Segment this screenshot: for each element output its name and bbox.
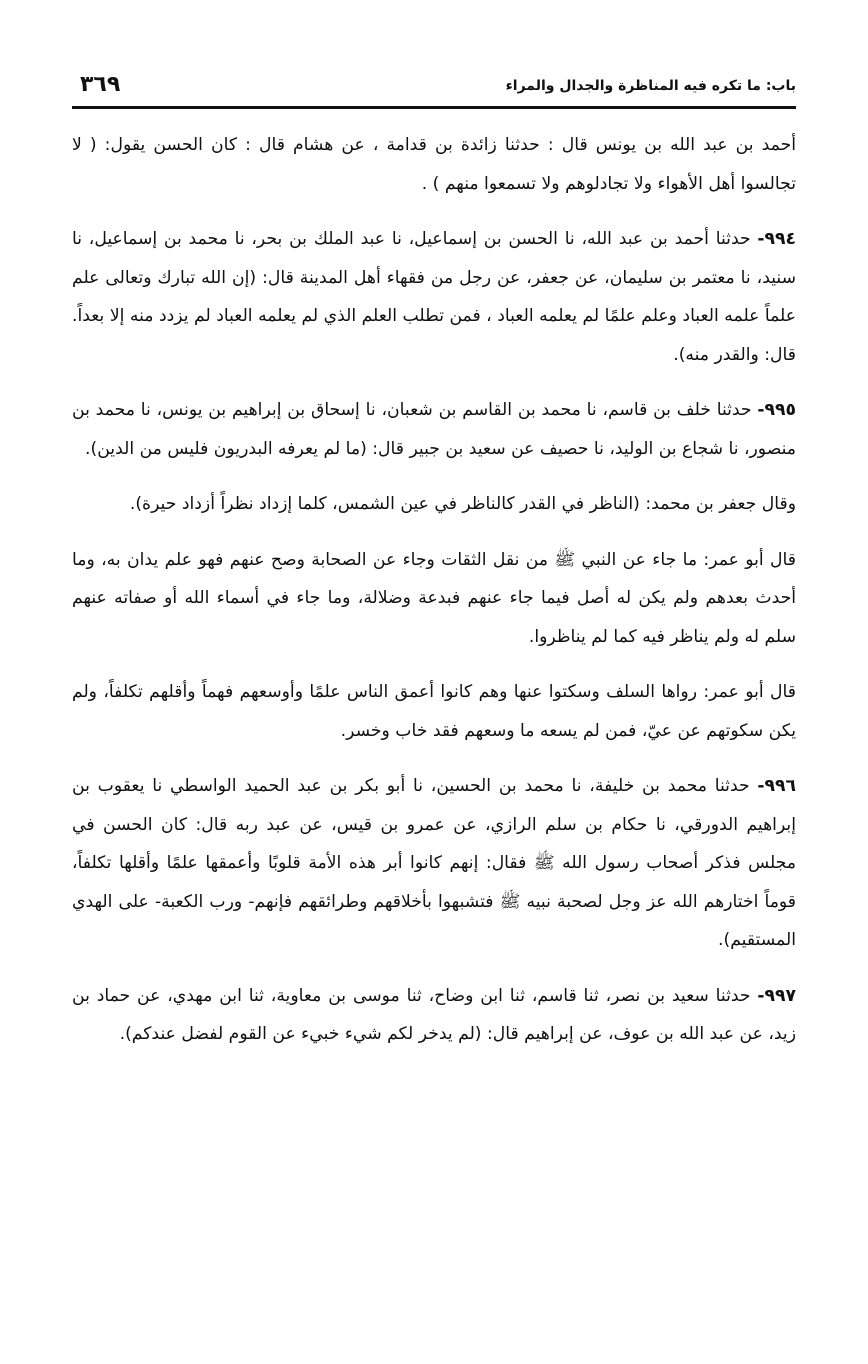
hadith-number: ٩٩٧- [757,985,796,1006]
chapter-title: باب: ما تكره فيه المناظرة والجدال والمراء [505,78,796,94]
paragraph-text: حدثنا خلف بن قاسم، نا محمد بن القاسم بن شعبان، نا إسحاق بن إبراهيم بن يونس، نا محمد بن منصور، نا شجاع بن الوليد، نا حصيف عن سعيد بن جبير قال: (ما لم يعرفه البدريون فليس من الدين). [72,400,796,459]
paragraph-997 [72,977,796,1054]
hadith-number: ٩٩٤- [757,229,796,249]
paragraph-text: قال أبو عمر: رواها السلف وسكتوا عنها وهم كانوا أعمق الناس علمًا وأوسعهم فهماً وأقلهم تكلفاً، ولم يكن سكوتهم عن عيّ، فمن لم يسعه ما وسعهم فقد خاب وخسر. [72,682,796,741]
paragraph-1 [72,126,796,203]
page-body [72,126,796,1071]
paragraph-jafar [72,485,796,524]
paragraph-abu-umar-2 [72,673,796,750]
paragraph-text: حدثنا محمد بن خليفة، نا محمد بن الحسين، نا أبو بكر بن عبد الحميد الواسطي نا يعقوب بن إبراهيم الدورقي، نا حكام بن سلم الرازي، عن عمرو بن قيس، عن عبد ربه قال: كان الحسن في مجلس فذكر أصحاب رسول الله ﷺ فقال: إنهم كانوا أبر هذه الأمة قلوبًا وأعمقها علمًا وأقلها تكلفاً، قوماً اختارهم الله عز وجل لصحبة نبيه ﷺ فتشبهوا بأخلاقهم وطرائقهم فإنهم- ورب الكعبة- على الهدي المستقيم). [72,776,796,950]
paragraph-996 [72,767,796,960]
hadith-number: ٩٩٦- [757,776,796,796]
paragraph-text: قال أبو عمر: ما جاء عن النبي ﷺ من نقل الثقات وجاء عن الصحابة وصح عنهم فهو علم يدان به، وما أحدث بعدهم ولم يكن له أصل فيما جاء عنهم فبدعة وضلالة، وما جاء في أسماء الله أو صفاته عنهم سلم له ولم يناظر فيه كما لم يناظروا. [72,549,796,647]
hadith-number: ٩٩٥- [757,400,796,420]
paragraph-text: حدثنا سعيد بن نصر، ثنا قاسم، ثنا ابن وضاح، ثنا موسى بن معاوية، ثنا ابن مهدي، عن حماد بن زيد، عن عبد الله بن عوف، عن إبراهيم قال: (لم يدخر لكم شيء خبيء عن القوم لفضل عندكم). [72,985,796,1044]
paragraph-abu-umar-1 [72,541,796,657]
page-header [72,72,796,109]
page-number: ٣٦٩ [80,72,121,97]
paragraph-994 [72,220,796,374]
paragraph-995 [72,391,796,468]
paragraph-text: حدثنا أحمد بن عبد الله، نا الحسن بن إسماعيل، نا عبد الملك بن بحر، نا محمد بن إسماعيل، نا سنيد، نا معتمر بن سليمان، عن جعفر، عن رجل من فقهاء أهل المدينة قال: (إن الله تبارك وتعالى علم علماً علمه العباد وعلم علمًا لم يعلمه العباد ، فمن تطلب العلم الذي لم يعلمه العباد لم يزدد منه إلا بعداً. قال: والقدر منه). [72,229,796,365]
paragraph-text: أحمد بن عبد الله بن يونس قال : حدثنا زائدة بن قدامة ، عن هشام قال : كان الحسن يقول: ( لا تجالسوا أهل الأهواء ولا تجادلوهم ولا تسمعوا منهم ) . [72,135,796,194]
paragraph-text: وقال جعفر بن محمد: (الناظر في القدر كالناظر في عين الشمس، كلما إزداد نظراً أزداد حيرة). [129,494,796,514]
